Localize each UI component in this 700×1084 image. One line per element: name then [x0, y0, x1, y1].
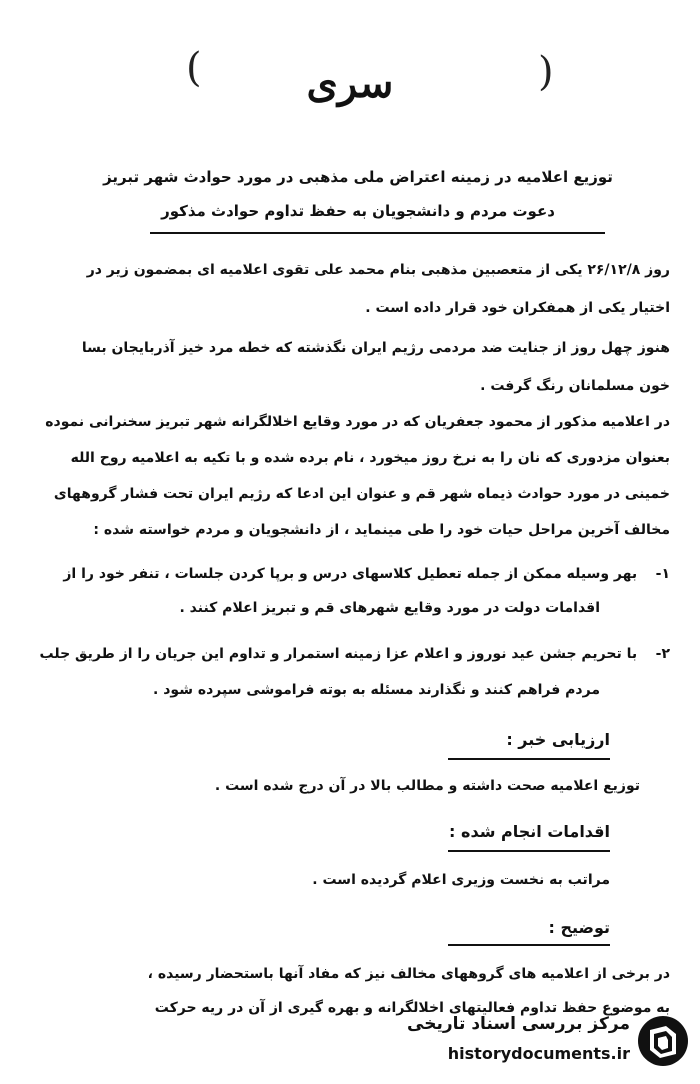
evaluation-text: توزیع اعلامیه صحت داشته و مطالب بالا در آن درج شده است .	[214, 778, 640, 794]
watermark-name: مرکز بررسی اسناد تاریخی	[407, 1014, 630, 1034]
body-line: هنوز چهل روز از جنایت ضد مردمی رژیم ایران نگذشته که خطه مرد خیز آذربایجان بسا	[81, 340, 670, 356]
explanation-line: به موضوع حفظ تداوم فعالیتهای اخلالگرانه و بهره گیری از آن در ریه حرکت	[154, 1000, 670, 1016]
actions-text: مراتب به نخست وزیری اعلام گردیده است .	[312, 872, 610, 888]
body-line: خون مسلمانان رنگ گرفت .	[480, 378, 670, 394]
explanation-underline	[448, 944, 610, 946]
body-line: اختیار یکی از همفکران خود قرار داده است .	[365, 300, 670, 316]
list-item-2	[20, 646, 670, 662]
body-line: در اعلامیه مذکور از محمود جعفریان که در مورد وقایع اخلالگرانه شهر تبریز سخنرانی نموده	[45, 414, 670, 430]
list-item-text: با تحریم جشن عید نوروز و اعلام عزا زمینه استمرار و تداوم این جریان را از طریق جلب	[39, 646, 638, 662]
body-line: بعنوان مزدوری که نان را به نرخ روز میخورد ، نام برده شده و با تکیه به اعلامیه روح الله	[70, 450, 670, 466]
list-item-number: ۱-	[655, 566, 670, 582]
evaluation-heading: ارزیابی خبر :	[506, 730, 610, 749]
subject-line-1: توزیع اعلامیه در زمینه اعتراض ملی مذهبی در مورد حوادث شهر تبریز	[103, 168, 613, 186]
explanation-heading: توضیح :	[548, 918, 610, 937]
body-line: روز ۲۶/۱۲/۸ یکی از متعصبین مذهبی بنام محمد علی تقوی اعلامیه ای بمضمون زیر در	[86, 262, 670, 278]
watermark-logo	[407, 1010, 690, 1074]
list-item-1	[20, 566, 670, 582]
actions-heading: اقدامات انجام شده :	[449, 822, 610, 841]
subject-line-2: دعوت مردم و دانشجویان به حفظ تداوم حوادث مذکور	[161, 202, 555, 220]
list-item-number: ۲-	[655, 646, 670, 662]
subject-underline	[150, 232, 605, 234]
body-line: خمینی در مورد حوادث ذیماه شهر قم و عنوان این ادعا که رژیم ایران تحت فشار گروههای	[53, 486, 670, 502]
watermark-url: historydocuments.ir	[447, 1044, 630, 1063]
explanation-line: در برخی از اعلامیه های گروههای مخالف نیز که مفاد آنها باستحضار رسیده ،	[147, 966, 670, 982]
body-line: مخالف آخرین مراحل حیات خود را طی مینماید ، از دانشجویان و مردم خواسته شده :	[93, 522, 670, 538]
list-item-text: بهر وسیله ممکن از جمله تعطیل کلاسهای درس و برپا کردن جلسات ، تنفر خود را از	[63, 566, 638, 582]
document-archive-icon	[636, 1014, 690, 1068]
classification-title: سری	[306, 60, 394, 107]
right-bracket-mark: )	[538, 49, 554, 95]
actions-underline	[448, 850, 610, 852]
evaluation-underline	[448, 758, 610, 760]
left-bracket-mark: (	[186, 45, 202, 91]
list-item-continuation: مردم فراهم کنند و نگذارند مسئله به بوته فراموشی سپرده شود .	[153, 682, 600, 698]
list-item-continuation: اقدامات دولت در مورد وقایع شهرهای قم و تبریز اعلام کنند .	[179, 600, 600, 616]
